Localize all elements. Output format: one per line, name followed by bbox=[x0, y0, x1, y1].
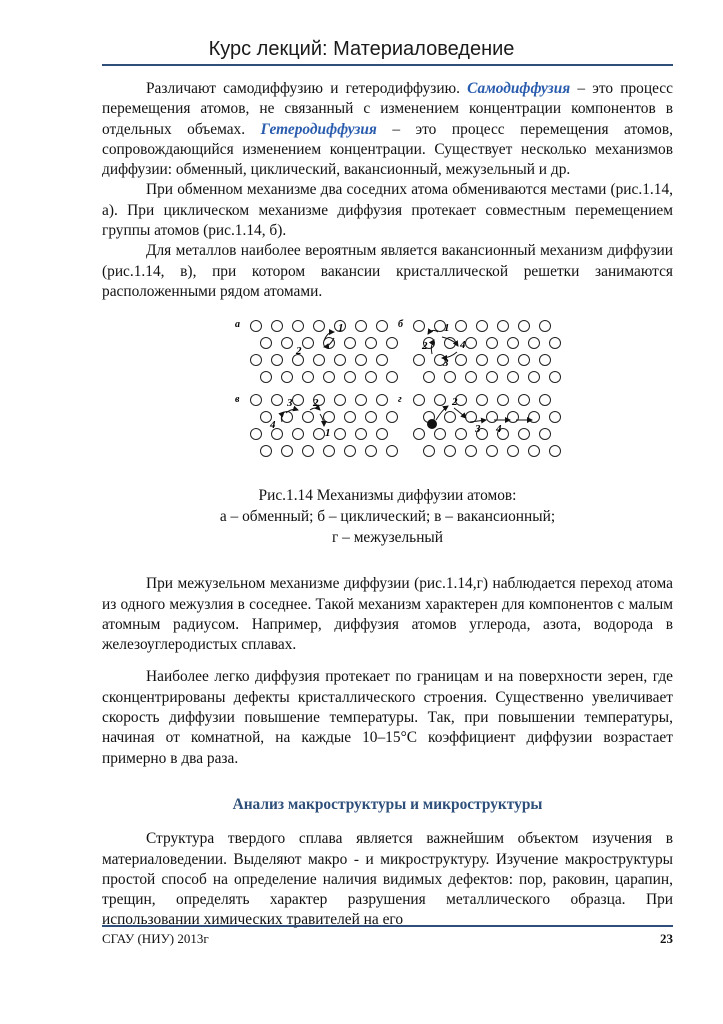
lattice-atom bbox=[477, 355, 488, 366]
lattice-atom bbox=[345, 412, 356, 423]
lattice-atom bbox=[272, 321, 283, 332]
lattice-atom bbox=[550, 446, 561, 457]
label-b-1: 1 bbox=[444, 322, 450, 335]
lattice-atom bbox=[261, 372, 272, 383]
lattice-atom bbox=[303, 372, 314, 383]
lattice-atom bbox=[251, 429, 262, 440]
lattice-atom bbox=[477, 395, 488, 406]
lattice-atom bbox=[529, 412, 540, 423]
header-divider bbox=[102, 64, 673, 66]
lattice-atom bbox=[414, 395, 425, 406]
lattice-atom bbox=[303, 446, 314, 457]
lattice-atom bbox=[414, 355, 425, 366]
lattice-atom bbox=[366, 412, 377, 423]
lattice-atom bbox=[466, 372, 477, 383]
page-footer bbox=[102, 925, 673, 947]
paragraph-vacancy-mechanism: Для металлов наиболее вероятным является вакансионный механизм диффузии (рис.1.14, в), при котором вакансии кристаллической решетки занимаются расположенными рядом атомами. bbox=[102, 242, 673, 300]
lattice-atom bbox=[487, 412, 498, 423]
lattice-atom bbox=[487, 446, 498, 457]
lattice-atom bbox=[519, 321, 530, 332]
lattice-atom bbox=[550, 338, 561, 349]
lattice-atom bbox=[377, 321, 388, 332]
label-v-3: 3 bbox=[287, 397, 293, 410]
lattice-atom bbox=[335, 429, 346, 440]
paragraph-structure: Структура твердого сплава является важнейшим объектом изучения в материаловедении. Выделяют макро - и микроструктуру. Изучение макроструктуры простой способ на определение наличия видимых дефектов: пор, раковин, царапин, трещин, определять характер разрушения металлического образца. При использовании химических травителей на его bbox=[102, 830, 673, 929]
lattice-atom bbox=[387, 338, 398, 349]
label-g-4: 4 bbox=[496, 423, 502, 436]
diffusion-diagram bbox=[102, 310, 673, 485]
lattice-atom bbox=[356, 321, 367, 332]
lattice-atom bbox=[387, 372, 398, 383]
lattice-atom bbox=[466, 338, 477, 349]
lattice-atom bbox=[356, 429, 367, 440]
lattice-atom bbox=[387, 412, 398, 423]
paragraph-diffusion-types bbox=[102, 79, 673, 180]
lattice-atom bbox=[345, 372, 356, 383]
lattice-atom bbox=[424, 446, 435, 457]
lattice-atom bbox=[508, 372, 519, 383]
lattice-atom bbox=[324, 412, 335, 423]
panel-letter-v: в bbox=[235, 394, 240, 406]
term-hetero-diffusion: Гетеродиффузия bbox=[260, 120, 377, 138]
lattice-atom bbox=[324, 372, 335, 383]
interstitial-atom bbox=[427, 419, 437, 429]
lattice-atom bbox=[314, 321, 325, 332]
lattice-atom bbox=[445, 338, 456, 349]
label-a-1: 1 bbox=[338, 322, 344, 335]
lattice-atom bbox=[272, 355, 283, 366]
lattice-atom bbox=[498, 395, 509, 406]
lattice-atom bbox=[414, 429, 425, 440]
lattice-atom bbox=[261, 338, 272, 349]
lattice-atom bbox=[540, 395, 551, 406]
lattice-atom bbox=[366, 372, 377, 383]
lattice-atom bbox=[466, 412, 477, 423]
lattice-atom bbox=[251, 355, 262, 366]
panel-letter-b: б bbox=[398, 319, 403, 331]
paragraph-exchange-mechanism: При обменном механизме два соседних атома обмениваются местами (рис.1.14, а). При циклическом механизме диффузия протекает совместным перемещением группы атомов (рис.1.14, б). bbox=[102, 181, 673, 240]
lattice-atom bbox=[529, 446, 540, 457]
lattice-atom bbox=[540, 321, 551, 332]
lattice-atom bbox=[335, 355, 346, 366]
caption-line-3: г – межузельный bbox=[331, 529, 444, 547]
lattice-atom bbox=[424, 372, 435, 383]
lattice-atom bbox=[529, 372, 540, 383]
section-heading: Анализ макроструктуры и микроструктуры bbox=[232, 795, 543, 813]
paragraph-interstitial: При межузельном механизме диффузии (рис.1.14,г) наблюдается переход атома из одного межузлия в соседнее. Такой механизм характерен для компонентов с малым атомным радиусом. Например, диффузия атомов углерода, азота, водорода в железоуглеродистых сплавах. bbox=[102, 575, 673, 654]
figure-caption bbox=[102, 485, 673, 548]
term-self-diffusion: Самодиффузия bbox=[467, 80, 571, 97]
label-g-3: 3 bbox=[475, 423, 481, 436]
lattice-atom bbox=[540, 429, 551, 440]
lattice-atom bbox=[303, 412, 314, 423]
label-v-1: 1 bbox=[325, 427, 331, 440]
lattice-atom bbox=[435, 395, 446, 406]
lattice-atom bbox=[293, 321, 304, 332]
footer-institution: СГАУ (НИУ) 2013г bbox=[102, 931, 209, 946]
lattice-atom bbox=[251, 395, 262, 406]
lattice-atom bbox=[356, 355, 367, 366]
lattice-atom bbox=[519, 395, 530, 406]
lattice-atom bbox=[282, 372, 293, 383]
panel-letter-a: а bbox=[235, 319, 240, 331]
lattice-atom bbox=[345, 338, 356, 349]
lattice-atom bbox=[456, 321, 467, 332]
lattice-atom bbox=[377, 429, 388, 440]
atom-lattices bbox=[251, 321, 561, 457]
arrow-b-1 bbox=[428, 331, 438, 335]
lattice-atom bbox=[519, 355, 530, 366]
lattice-atom bbox=[377, 355, 388, 366]
lattice-atom bbox=[282, 446, 293, 457]
lattice-atom bbox=[550, 412, 561, 423]
lattice-atom bbox=[445, 372, 456, 383]
lattice-atom bbox=[487, 372, 498, 383]
panel-letter-g: г bbox=[398, 394, 402, 406]
lattice-atom bbox=[540, 355, 551, 366]
lattice-atom bbox=[550, 372, 561, 383]
caption-line-2: а – обменный; б – циклический; в – вакансионный; bbox=[219, 508, 556, 526]
lattice-atom bbox=[303, 338, 314, 349]
lattice-atom bbox=[272, 395, 283, 406]
lattice-atom bbox=[414, 321, 425, 332]
caption-line-1: Рис.1.14 Механизмы диффузии атомов: bbox=[258, 487, 517, 505]
label-g-2: 2 bbox=[452, 396, 458, 409]
lattice-atom bbox=[456, 429, 467, 440]
lattice-atom bbox=[477, 321, 488, 332]
lattice-atom bbox=[314, 355, 325, 366]
label-a-2: 2 bbox=[296, 345, 302, 358]
lattice-atom bbox=[445, 412, 456, 423]
lattice-atom bbox=[377, 395, 388, 406]
label-v-4: 4 bbox=[270, 419, 276, 432]
lattice-atom bbox=[293, 395, 304, 406]
page-content bbox=[102, 79, 673, 931]
lattice-atom bbox=[487, 338, 498, 349]
page-header-title: Курс лекций: Материаловедение bbox=[208, 38, 515, 60]
lattice-atom bbox=[508, 446, 519, 457]
lattice-atom bbox=[498, 321, 509, 332]
label-b-3: 3 bbox=[443, 357, 449, 370]
label-v-2: 2 bbox=[313, 397, 319, 410]
lattice-atom bbox=[366, 446, 377, 457]
label-b-4: 4 bbox=[460, 339, 466, 352]
para1-text-1: Различают самодиффузию и гетеродиффузию. bbox=[146, 80, 460, 97]
lattice-atom bbox=[356, 395, 367, 406]
lattice-atom bbox=[366, 338, 377, 349]
lattice-atom bbox=[251, 321, 262, 332]
lattice-atom bbox=[387, 446, 398, 457]
paragraph-grain-boundaries: Наиболее легко диффузия протекает по границам и на поверхности зерен, где сконцентрированы дефекты кристаллического строения. Существенно увеличивает скорость диффузии повышение температуры. Так, при повышении температуры, начиная от комнатной, на каждые 10–15°С коэффициент диффузии возрастает примерно в два раза. bbox=[102, 668, 673, 767]
lattice-atom bbox=[445, 446, 456, 457]
lattice-atom bbox=[508, 412, 519, 423]
lattice-atom bbox=[498, 355, 509, 366]
lattice-atom bbox=[519, 429, 530, 440]
page-number: 23 bbox=[660, 931, 673, 946]
lattice-atom bbox=[529, 338, 540, 349]
lattice-atom bbox=[435, 429, 446, 440]
lattice-atom bbox=[261, 446, 272, 457]
lattice-atom bbox=[345, 446, 356, 457]
lattice-atom bbox=[508, 338, 519, 349]
para1-text-2: – это процесс перемещения атомов, не связанный с изменением концентрации компонентов в отдельных объемах. bbox=[102, 80, 673, 138]
figure-diffusion-mechanisms bbox=[102, 310, 673, 485]
lattice-atom bbox=[324, 446, 335, 457]
label-b-2: 2 bbox=[422, 340, 428, 353]
lattice-atom bbox=[466, 446, 477, 457]
lattice-atom bbox=[293, 429, 304, 440]
para1-text-3: – это процесс перемещения атомов, сопровождающийся изменением концентрации. Существует несколько механизмов диффузии: обменный, циклический, вакансионный, межузельный и др. bbox=[102, 120, 673, 179]
lattice-atom bbox=[456, 355, 467, 366]
lattice-atom bbox=[282, 338, 293, 349]
lattice-atom bbox=[314, 429, 325, 440]
lattice-atom bbox=[335, 395, 346, 406]
